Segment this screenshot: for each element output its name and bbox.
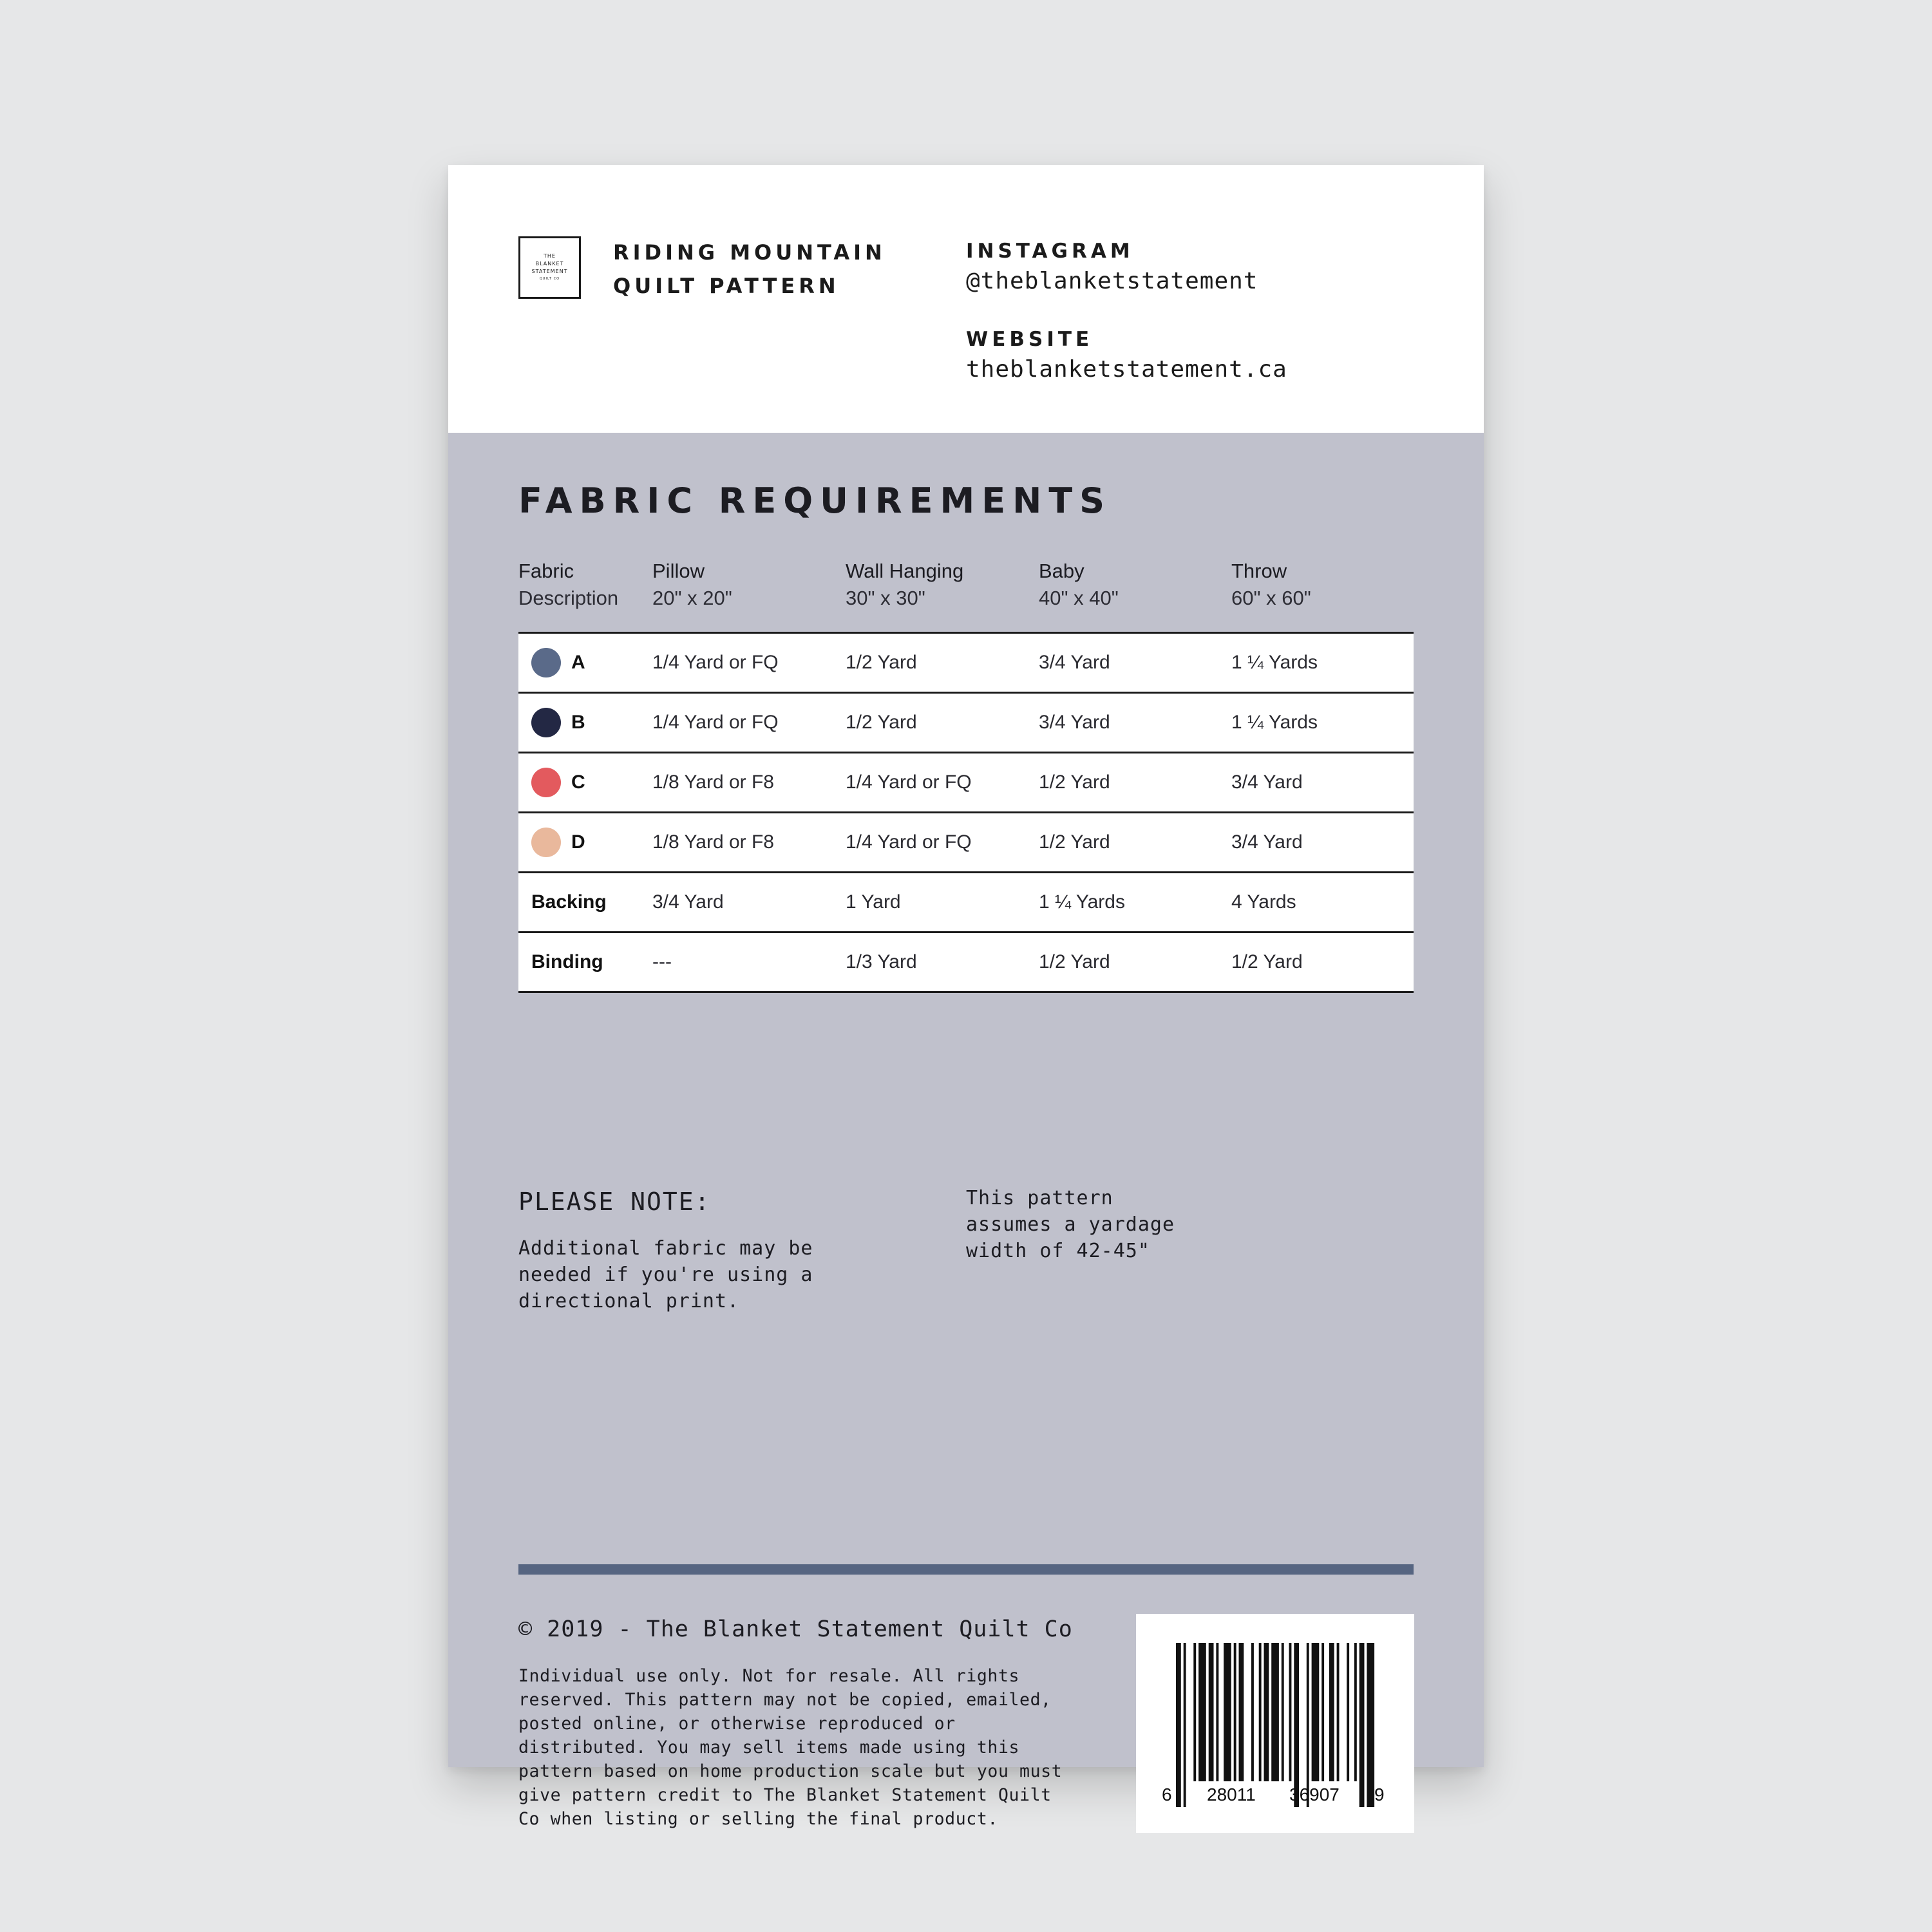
barcode-bars (1136, 1614, 1414, 1833)
table-cell: 4 Yards (1231, 891, 1296, 913)
note-line: width of 42-45" (966, 1240, 1150, 1262)
column-header (1231, 558, 1311, 612)
column-header-sub: 20" x 20" (652, 587, 732, 609)
barcode-bar (1329, 1643, 1334, 1781)
column-header-label: Baby (1039, 560, 1084, 582)
barcode-bar (1289, 1643, 1292, 1781)
barcode-bar (1176, 1643, 1181, 1807)
pattern-title (613, 236, 886, 303)
divider-bar (518, 1564, 1414, 1575)
table-row (518, 871, 1414, 931)
brand-logo (518, 236, 581, 299)
fabric-label-cell (531, 694, 585, 752)
barcode-bar (1264, 1643, 1269, 1781)
barcode-bar (1282, 1643, 1284, 1781)
barcode-bar (1198, 1643, 1206, 1781)
fabric-label: B (571, 712, 585, 733)
table-cell: 1 ¼ Yards (1039, 891, 1125, 913)
legal-line: Co when listing or selling the final product. (518, 1809, 998, 1829)
table-cell: 1/2 Yard (1039, 951, 1110, 972)
table-cell: 1 ¼ Yards (1231, 652, 1318, 673)
table-cell: 1/2 Yard (846, 652, 917, 673)
barcode-bar (1337, 1643, 1340, 1781)
legal-line: distributed. You may sell items made using this (518, 1738, 1020, 1757)
table-cell: 3/4 Yard (1039, 652, 1110, 673)
table-cell: 1 ¼ Yards (1231, 712, 1318, 733)
barcode-bar (1321, 1643, 1324, 1781)
website-link[interactable]: theblanketstatement.ca (966, 356, 1287, 383)
pattern-title-line: RIDING MOUNTAIN (613, 240, 886, 265)
column-header-sub: 60" x 60" (1231, 587, 1311, 609)
fabric-label-cell (531, 813, 585, 871)
yardage-note (966, 1185, 1224, 1264)
barcode-bar (1193, 1643, 1196, 1781)
table-cell: 1/4 Yard or FQ (652, 652, 779, 673)
table-row (518, 752, 1414, 811)
logo-text: BLANKET (535, 261, 564, 267)
color-swatch (531, 828, 561, 857)
note-line: assumes a yardage (966, 1213, 1175, 1236)
section-title: FABRIC REQUIREMENTS (518, 480, 1112, 521)
barcode-bar (1271, 1643, 1279, 1781)
pattern-card (448, 165, 1484, 1829)
color-swatch (531, 768, 561, 797)
copyright: © 2019 - The Blanket Statement Quilt Co (518, 1616, 1073, 1642)
logo-text: THE (544, 253, 556, 259)
column-header-label: Fabric (518, 560, 574, 582)
column-header (518, 558, 618, 612)
legal-line: reserved. This pattern may not be copied, emailed, (518, 1690, 1052, 1710)
note-line: needed if you're using a (518, 1264, 813, 1286)
column-header (1039, 558, 1119, 612)
fabric-table (518, 558, 1414, 993)
barcode-digit: 6 (1162, 1785, 1172, 1804)
barcode-bar (1359, 1643, 1365, 1807)
fabric-label: D (571, 831, 585, 853)
legal-text (518, 1664, 1098, 1831)
fabric-label: C (571, 772, 585, 793)
column-header-sub: 40" x 40" (1039, 587, 1119, 609)
barcode-bar (1347, 1643, 1349, 1781)
column-header-sub: 30" x 30" (846, 587, 925, 609)
header-panel (448, 165, 1484, 433)
barcode-digit-group: 28011 (1207, 1785, 1256, 1804)
fabric-label: Backing (531, 891, 607, 913)
logo-text: STATEMENT (531, 269, 568, 274)
column-header (846, 558, 963, 612)
pattern-title-line: QUILT PATTERN (613, 274, 840, 298)
barcode-digit: 9 (1374, 1785, 1385, 1804)
legal-line: pattern based on home production scale but you must (518, 1761, 1063, 1781)
table-row (518, 692, 1414, 752)
column-header-label: Throw (1231, 560, 1287, 582)
table-cell: 1/2 Yard (1231, 951, 1303, 972)
note-line: This pattern (966, 1187, 1113, 1209)
fabric-label-cell (531, 634, 585, 692)
color-swatch (531, 708, 561, 737)
barcode-bar (1354, 1643, 1357, 1781)
barcode-bar (1367, 1643, 1374, 1807)
table-cell: 3/4 Yard (1231, 772, 1303, 793)
table-row (518, 811, 1414, 871)
table-header (518, 558, 1414, 632)
column-header-label: Pillow (652, 560, 705, 582)
column-header (652, 558, 732, 612)
barcode-bar (1307, 1643, 1309, 1807)
table-row (518, 632, 1414, 692)
column-header-label: Wall Hanging (846, 560, 964, 582)
table-cell: 1/8 Yard or F8 (652, 772, 774, 793)
barcode-bar (1239, 1643, 1244, 1781)
barcode-bar (1224, 1643, 1231, 1781)
barcode-bar (1312, 1643, 1320, 1781)
fabric-label: Binding (531, 951, 603, 972)
table-cell: 1/3 Yard (846, 951, 917, 972)
legal-line: posted online, or otherwise reproduced or (518, 1714, 956, 1734)
table-cell: 3/4 Yard (1231, 831, 1303, 853)
barcode-bar (1216, 1643, 1218, 1781)
fabric-label-cell (531, 753, 585, 811)
barcode-digit-group: 36907 (1289, 1785, 1340, 1804)
table-cell: 1/2 Yard (1039, 772, 1110, 793)
table-cell: 1 Yard (846, 891, 901, 913)
barcode-bar (1251, 1643, 1254, 1781)
legal-line: Individual use only. Not for resale. All rights (518, 1666, 1020, 1686)
table-cell: --- (652, 951, 672, 972)
barcode-bar (1209, 1643, 1214, 1781)
column-header-sub: Description (518, 587, 619, 609)
table-cell: 1/4 Yard or FQ (652, 712, 779, 733)
fabric-label: A (571, 652, 585, 673)
barcode-bar (1184, 1643, 1186, 1807)
table-cell: 1/8 Yard or F8 (652, 831, 774, 853)
legal-line: give pattern credit to The Blanket Statement Quilt (518, 1785, 1052, 1805)
table-cell: 1/2 Yard (1039, 831, 1110, 853)
logo-text: QUILT CO (539, 277, 560, 281)
table-cell: 1/2 Yard (846, 712, 917, 733)
instagram-label: INSTAGRAM (966, 240, 1134, 263)
note-line: directional print. (518, 1290, 740, 1312)
instagram-handle[interactable]: @theblanketstatement (966, 268, 1258, 294)
barcode-bar (1294, 1643, 1299, 1807)
barcode (1136, 1614, 1414, 1833)
website-label: WEBSITE (966, 328, 1094, 351)
note-line: Additional fabric may be (518, 1237, 813, 1260)
barcode-bar (1259, 1643, 1262, 1781)
note-body (518, 1235, 879, 1314)
color-swatch (531, 648, 561, 677)
barcode-bar (1234, 1643, 1236, 1781)
note-heading: PLEASE NOTE: (518, 1188, 711, 1216)
table-cell: 3/4 Yard (652, 891, 724, 913)
table-cell: 1/4 Yard or FQ (846, 772, 972, 793)
table-row (518, 931, 1414, 993)
table-cell: 1/4 Yard or FQ (846, 831, 972, 853)
table-cell: 3/4 Yard (1039, 712, 1110, 733)
